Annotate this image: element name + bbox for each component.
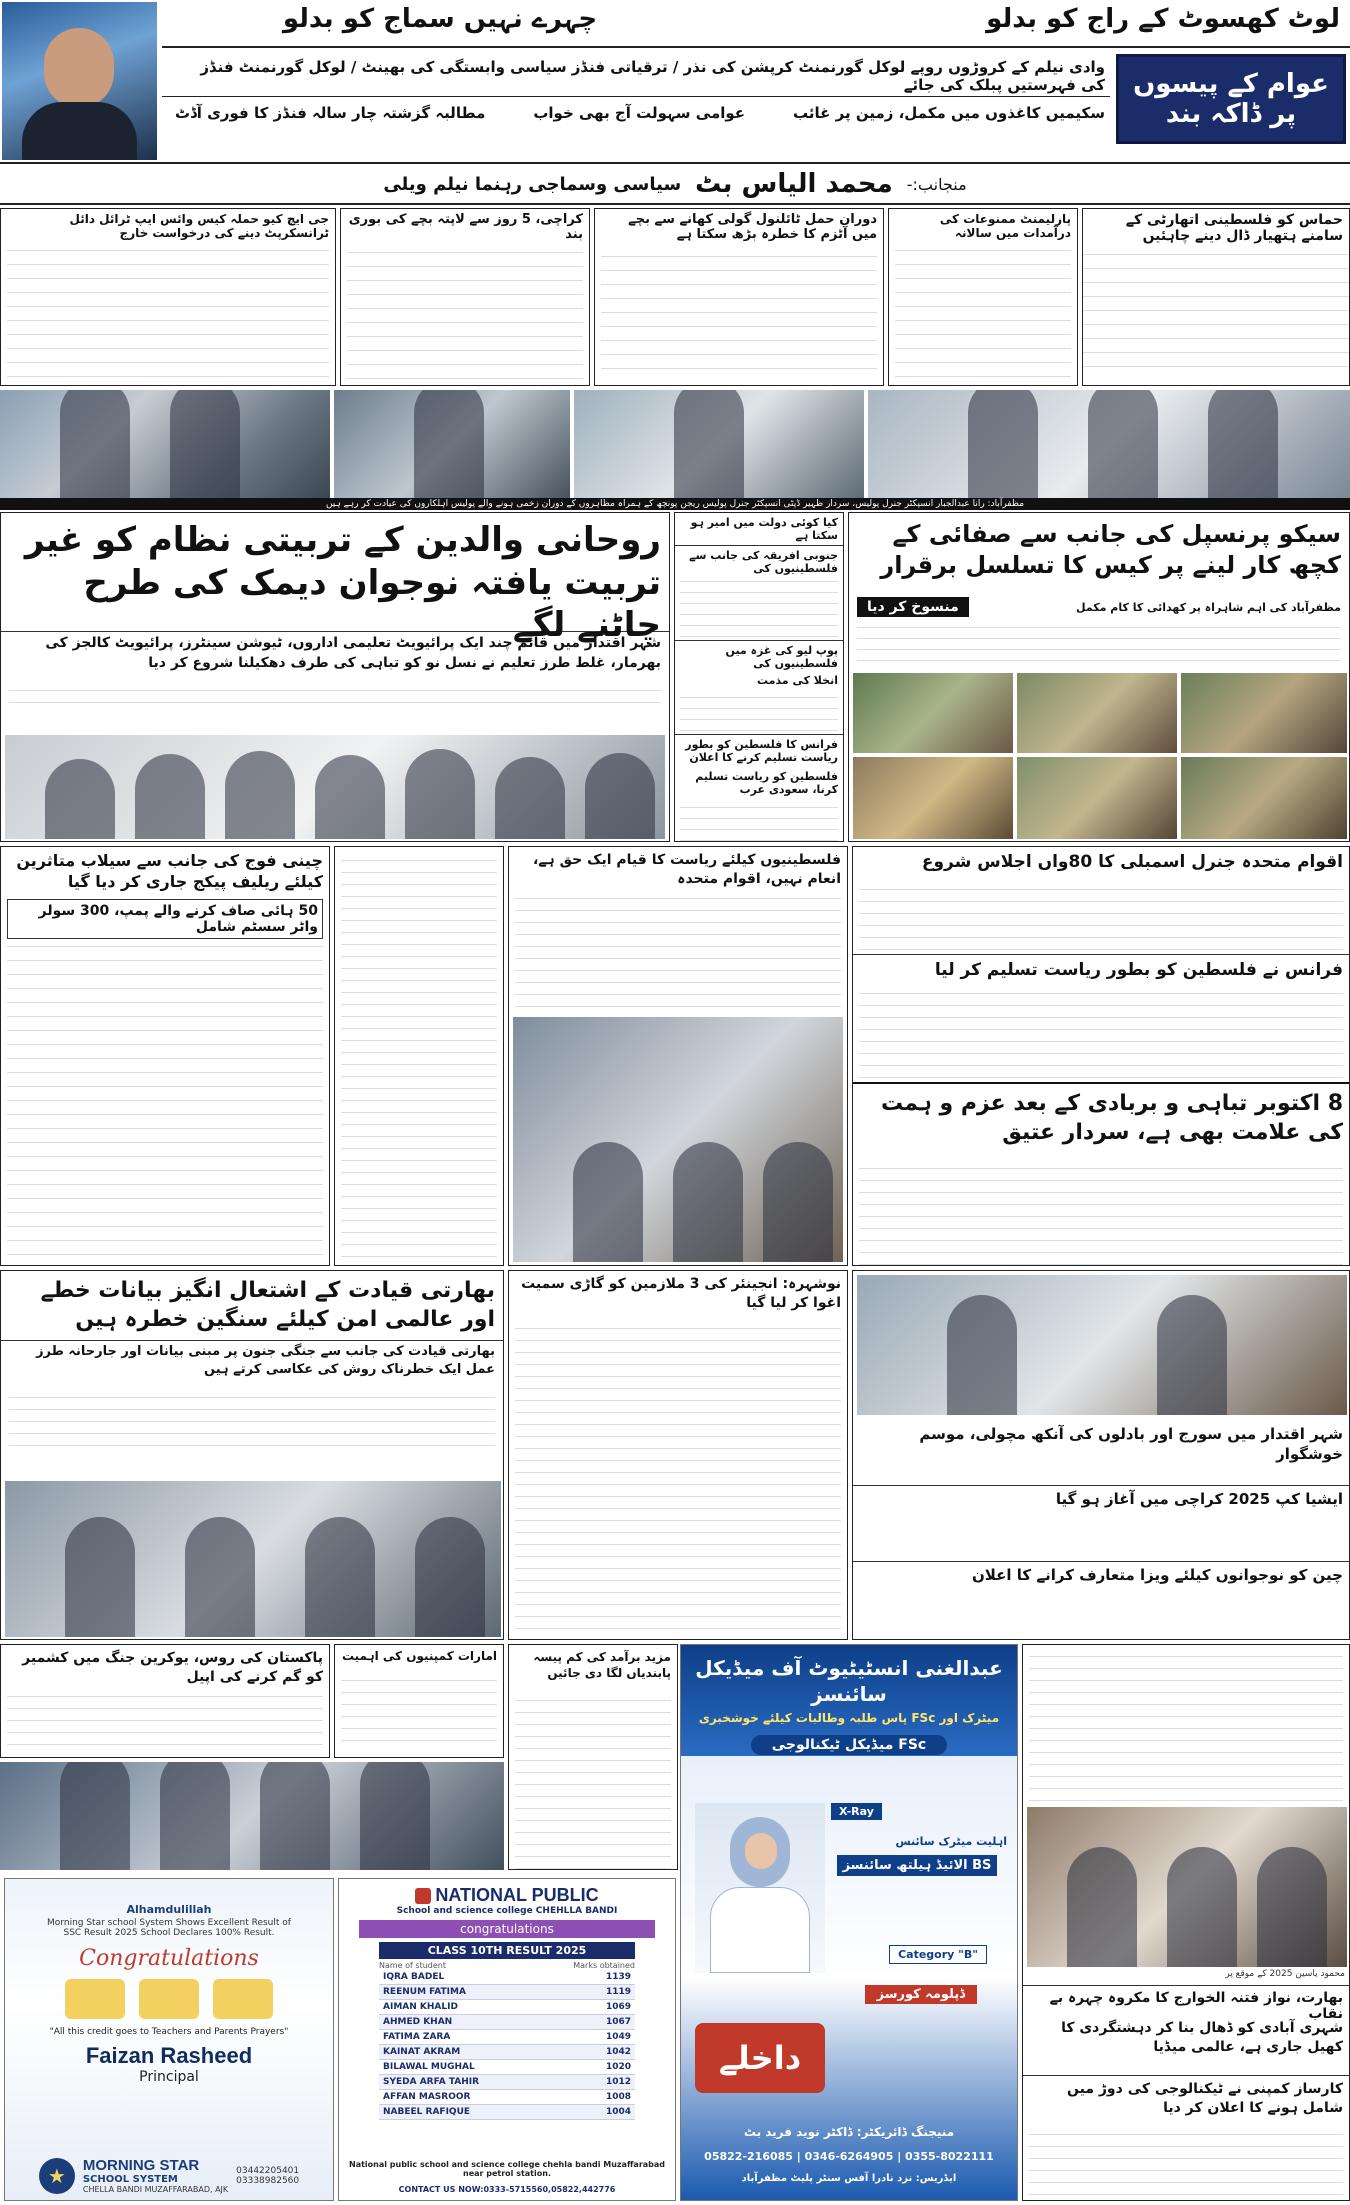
ad-morning-principal-title: Principal <box>139 2069 199 2085</box>
feature-row <box>0 512 1350 842</box>
candidate-line <box>0 168 1350 200</box>
ad-morning-phone-1: 03442205401 <box>236 2165 300 2176</box>
ad-national-table-head <box>379 1961 635 1970</box>
article-imports-headline: پارلیمنٹ ممنوعات کی درآمدات میں سالانہ <box>939 212 1071 240</box>
article-weather-headline: شہر اقتدار میں سورج اور بادلوں کی آنکھ مچولی، موسم خوشگوار <box>919 1425 1343 1463</box>
ad-morning-tagline: Alhamdulillah <box>126 1903 212 1916</box>
masthead-line-3: عوامی سہولت آج بھی خواب <box>533 104 746 122</box>
feature-road-photo-3 <box>1181 673 1347 753</box>
mid-title-4: انخلا کی مذمت <box>757 674 838 687</box>
candidate-name: محمد الیاس بٹ <box>695 169 893 199</box>
ad-national-student-marks: 1067 <box>605 2017 631 2027</box>
article-china-relief-sub: 50 ہائی صاف کرنے والے پمپ، 300 سولر واٹر سسٹم شامل <box>7 899 323 939</box>
national-public-logo <box>415 1888 431 1904</box>
article-india-sub: بھارتی قیادت کی جانب سے جنگی جنون پر مبنی بیانات اور جارحانہ طرز عمل ایک خطرناک روش کی عکاسی کرتے ہیں <box>1 1340 503 1381</box>
ad-medical-institute <box>680 1644 1018 2201</box>
ad-morning-phone-2: 03338982560 <box>236 2175 300 2186</box>
photo-kashmir-strip <box>0 1762 504 1870</box>
photo-1b <box>334 390 570 498</box>
article-right-headline-3: کارساز کمپنی نے ٹیکنالوجی کی دوڑ میں شامل ہونے کا اعلان کر دیا <box>1023 2075 1349 2122</box>
ad-national-student-name: REENUM FATIMA <box>383 1987 466 1997</box>
photo-strip-1-caption: مظفرآباد: رانا عبدالجبار انسپکٹر جنرل پولیس، سردار ظہیر ڈپٹی انسپکٹر جنرل پولیس ریجن پونچھ کے ہمراہ مظاہروں کے دوران زخمی ہونے والے پولیس اہلکاروں کی عیادت کر رہے ہیں <box>0 498 1350 510</box>
masthead-rule-2 <box>162 96 1110 97</box>
ad-national-student-marks: 1008 <box>605 2092 631 2102</box>
article-france-headline: فرانس نے فلسطین کو بطور ریاست تسلیم کر لیا <box>853 954 1349 984</box>
article-un-palestine-photo <box>513 1017 843 1262</box>
photo-1c <box>574 390 864 498</box>
article-right-bottom-photo <box>1027 1807 1347 1967</box>
article-right-bottom-photo-caption: محمود یاسین 2025 کے موقع پر <box>1225 1969 1345 1979</box>
ad-medical-category: Category "B" <box>889 1945 987 1964</box>
ad-medical-director: منیجنگ ڈائریکٹر: ڈاکٹر نوید فرید بٹ <box>743 2125 955 2139</box>
ad-national-table-row <box>379 2060 635 2075</box>
mid-title-3: پوپ لیو کی غزہ میں فلسطینیوں کی <box>675 640 843 673</box>
candidate-label: منجانب:- <box>906 174 967 194</box>
slogan-left: چہرے نہیں سماج کو بدلو <box>282 4 598 34</box>
ad-national-col-name: Name of student <box>379 1961 446 1970</box>
feature-road-headline: سیکو پرنسپل کی جانب سے صفائی کے کچھ کار لینے پر کیس کا تسلسل برقرار <box>880 520 1341 580</box>
ad-national-student-marks: 1119 <box>605 1987 631 1997</box>
masthead <box>0 0 1350 205</box>
ad-national-public <box>338 1878 676 2201</box>
ad-national-congrats: congratulations <box>359 1920 655 1938</box>
article-ghq-headline: جی ایچ کیو حملہ کیس وائس ایپ ٹرائل دائل ٹرانسکرپٹ دینے کی درخواست خارج <box>69 212 329 240</box>
ad-national-sub: School and science college CHEHLLA BANDI <box>396 1906 618 1916</box>
feature-education-headline: روحانی والدین کے تربیتی نظام کو غیر تربیت یافتہ نوجوان دیمک کی طرح چاٹنے لگے <box>24 520 661 645</box>
feature-road-photo-2 <box>1017 673 1177 753</box>
candidate-portrait <box>2 2 157 160</box>
ad-medical-title: عبدالغنی انسٹیٹیوٹ آف میڈیکل سائنسز <box>695 1656 1003 1706</box>
ad-national-contact: CONTACT US NOW:0333-5715560,05822,442776 <box>398 2185 616 2194</box>
ad-national-table-row <box>379 2075 635 2090</box>
article-asia-cup-headline: ایشیا کپ 2025 کراچی میں آغاز ہو گیا <box>853 1485 1349 1512</box>
ad-national-student-marks: 1049 <box>605 2032 631 2042</box>
article-kidnap <box>508 1270 848 1640</box>
ad-medical-address: ایڈریس: نزد نادرا آفس سنٹر پلیٹ مظفرآباد <box>741 2173 957 2184</box>
masthead-line-row <box>175 104 1105 122</box>
news-row-3 <box>0 846 1350 1266</box>
article-un-palestine <box>508 846 848 1266</box>
ad-national-table-row <box>379 1985 635 2000</box>
slogan-right: لوٹ کھسوٹ کے راج کو بدلو <box>986 4 1340 34</box>
ad-medical-diploma: ڈپلومہ کورسز <box>865 1985 977 2004</box>
ad-national-student-name: AFFAN MASROOR <box>383 2092 471 2102</box>
article-emirates <box>334 1644 504 1758</box>
ad-morning-footer <box>5 2157 333 2194</box>
feature-road <box>848 512 1350 842</box>
article-india-headline: بھارتی قیادت کے اشتعال انگیز بیانات خطے اور عالمی امن کیلئے سنگین خطرہ ہیں <box>40 1278 495 1332</box>
ad-national-table-row <box>379 1970 635 1985</box>
ad-medical-matric: اہلیت میٹرک سائنس <box>895 1835 1007 1848</box>
ad-national-table-row <box>379 2030 635 2045</box>
ad-national-student-marks: 1069 <box>605 2002 631 2012</box>
article-india <box>0 1270 504 1640</box>
article-hamas <box>1082 208 1350 386</box>
ad-morning-prayer: "All this credit goes to Teachers and Parents Prayers" <box>49 2027 289 2037</box>
article-karachi-headline: کراچی، 5 روز سے لاپتہ بچے کی بوری بند <box>348 212 583 242</box>
article-china-relief-headline: چینی فوج کی جانب سے سیلاب متاثرین کیلئے ریلیف پیکج جاری کر دیا گیا <box>16 851 323 891</box>
ad-national-result: CLASS 10TH RESULT 2025 <box>379 1942 635 1959</box>
article-china-relief <box>0 846 330 1266</box>
ad-national-table-row <box>379 2045 635 2060</box>
mid-column <box>674 512 844 842</box>
ad-national-student-name: SYEDA ARFA TAHIR <box>383 2077 480 2087</box>
ad-national-student-name: FATIMA ZARA <box>383 2032 451 2042</box>
article-iran <box>508 1644 678 1870</box>
ad-morning-congrats: Congratulations <box>79 1946 259 1971</box>
article-hamas-headline: حماس کو فلسطینی اتھارٹی کے سامنے ہتھیار ڈال دینے چاہئیں <box>1125 212 1343 244</box>
ad-national-student-name: AHMED KHAN <box>383 2017 453 2027</box>
masthead-rule-4 <box>0 203 1350 205</box>
article-autism-headline: دوران حمل ٹائلنول گولی کھانے سے بچے میں آٹزم کا خطرہ بڑھ سکتا ہے <box>628 212 877 242</box>
ad-morning-school-sub: SCHOOL SYSTEM <box>82 2174 178 2185</box>
article-iran-headline: مزید برآمد کی کم پیسہ پابندیاں لگا دی جائیں <box>533 1650 671 1681</box>
article-right-headline-1: بھارت، نواز فتنہ الخوارج کا مکروہ چہرہ بے نقاب <box>1023 1985 1349 2026</box>
feature-road-tag: منسوخ کر دیا <box>857 597 969 617</box>
ad-national-student-marks: 1139 <box>605 1972 631 1982</box>
article-imports <box>888 208 1078 386</box>
feature-road-photo-4 <box>853 757 1013 839</box>
ad-morning-star <box>4 1878 334 2201</box>
masthead-line-4: مطالبہ گزشتہ چار سالہ فنڈز کا فوری آڈٹ <box>175 104 486 122</box>
article-autism <box>594 208 884 386</box>
article-un-palestine-headline: فلسطینیوں کیلئے ریاست کا قیام ایک حق ہے، انعام نہیں، اقوام متحدہ <box>532 852 841 887</box>
ad-national-table-row <box>379 2015 635 2030</box>
masthead-divider <box>162 46 1350 48</box>
article-kidnap-headline: نوشہرہ: انجینئر کی 3 ملازمین کو گاڑی سمیت اغوا کر لیا گیا <box>521 1276 841 1311</box>
article-un-assembly-headline: اقوام متحدہ جنرل اسمبلی کا 80واں اجلاس شروع <box>921 852 1343 872</box>
ad-national-student-marks: 1004 <box>605 2107 631 2117</box>
photo-strip-1 <box>0 390 1350 510</box>
ad-morning-principal-name: Faizan Rasheed <box>85 2043 253 2068</box>
ad-national-student-marks: 1042 <box>605 2047 631 2057</box>
news-row-1 <box>0 208 1350 388</box>
article-visa-headline: چین کو نوجوانوں کیلئے ویزا متعارف کرانے کا اعلان <box>853 1561 1349 1588</box>
ad-medical-fsc: FSc میڈیکل ٹیکنالوجی <box>751 1735 947 1755</box>
banner: عوام کے پیسوں پر ڈاکہ بند <box>1116 54 1346 144</box>
ad-national-table-row <box>379 2105 635 2120</box>
article-emirates-headline: امارات کمپنیوں کی اہمیت <box>341 1649 497 1663</box>
ad-medical-phones: 05822-216085 | 0346-6264905 | 0355-8022111 <box>704 2150 994 2163</box>
candidate-title: سیاسی وسماجی رہنما نیلم ویلی <box>383 173 682 195</box>
article-punjab <box>334 846 504 1266</box>
photo-1a <box>0 390 330 498</box>
ad-medical-admission: داخلے <box>695 2023 825 2093</box>
feature-road-photo-6 <box>1181 757 1347 839</box>
ad-national-footer: National public school and science college chehla bandi Muzaffarabad near petrol station. <box>349 2160 666 2178</box>
article-earthquake-headline: 8 اکتوبر تباہی و بربادی کے بعد عزم و ہمت کی علامت بھی ہے، سردار عتیق <box>853 1082 1349 1153</box>
ad-national-table-row <box>379 2090 635 2105</box>
feature-education <box>0 512 670 842</box>
article-kashmir <box>0 1644 330 1758</box>
ad-national-student-name: BILAWAL MUGHAL <box>383 2062 475 2072</box>
masthead-rule-3 <box>0 162 1350 164</box>
ad-morning-badges <box>5 1979 333 2019</box>
mid-title-6: فلسطین کو ریاست تسلیم کرنا، سعودی عرب <box>695 770 838 796</box>
feature-road-photo-5 <box>1017 757 1177 839</box>
photo-1d <box>868 390 1350 498</box>
morning-star-logo: ★ <box>39 2158 75 2194</box>
ad-medical-subtitle: میٹرک اور FSc پاس طلبہ وطالبات کیلئے خوشخبری <box>698 1711 1000 1725</box>
feature-road-photo-1 <box>853 673 1013 753</box>
article-weather <box>852 1270 1350 1640</box>
ad-national-col-marks: Marks obtained <box>573 1961 635 1970</box>
mid-title-1: کیا کوئی دولت میں امیر ہو سکتا ہے <box>675 513 843 546</box>
article-india-photo <box>5 1481 501 1637</box>
ad-morning-school: MORNING STAR <box>82 2157 200 2174</box>
masthead-line-1: وادی نیلم کے کروڑوں روپے لوکل گورنمنٹ کرپشن کی نذر / ترقیاتی فنڈز سیاسی وابستگی کی بھینٹ / لوکل گورنمنٹ فنڈز کی فہرستیں پبلک کی جائے <box>200 58 1105 94</box>
article-kashmir-headline: پاکستان کی روس، یوکرین جنگ میں کشمیر کو گم کرنے کی اپیل <box>22 1650 323 1685</box>
ad-national-student-name: AIMAN KHALID <box>383 2002 458 2012</box>
ad-national-table <box>379 1970 635 2120</box>
ad-national-student-name: IQRA BADEL <box>383 1972 445 1982</box>
news-row-4 <box>0 1270 1350 1640</box>
article-karachi <box>340 208 590 386</box>
feature-education-sub: شہر اقتدار میں قائم چند ایک پرائیویٹ تعلیمی اداروں، ٹیوشن سینٹرز، پرائیویٹ کالجز کی بھرمار، غلط طرز تعلیم نے نسل نو کو تباہی کی طرف دھکیلنا شروع کر دیا <box>1 631 669 675</box>
article-ghq <box>0 208 336 386</box>
ad-national-student-marks: 1012 <box>605 2077 631 2087</box>
mid-title-2: جنوبی افریقہ کی جانب سے فلسطینیوں کی <box>689 549 838 575</box>
article-right-bottom <box>1022 1644 1350 2201</box>
masthead-line-2: سکیمیں کاغذوں میں مکمل، زمین پر غائب <box>793 104 1105 122</box>
ad-national-table-row <box>379 2000 635 2015</box>
feature-road-sub: مظفرآباد کی اہم شاہراہ پر کھدائی کا کام مکمل <box>1076 600 1341 614</box>
article-un-assembly <box>852 846 1350 1266</box>
ad-national-student-marks: 1020 <box>605 2062 631 2072</box>
feature-education-photo <box>5 735 665 839</box>
ad-national-name: NATIONAL PUBLIC <box>435 1885 599 1905</box>
ad-national-student-name: NABEEL RAFIQUE <box>383 2107 471 2117</box>
ad-morning-line: Morning Star school System Shows Excellent Result of SSC Result 2025 School Declares 100% Result. <box>47 1918 291 1938</box>
ad-medical-model-photo <box>695 1803 825 1973</box>
ad-morning-address: CHELLA BANDI MUZAFFARABAD, AJK <box>82 2185 229 2194</box>
ad-medical-xray: X-Ray <box>831 1803 882 1820</box>
ad-medical-bs: BS الائیڈ ہیلتھ سائنسز <box>837 1855 997 1876</box>
article-right-headline-2: شہری آبادی کو ڈھال بنا کر دہشتگردی کا کھیل جاری ہے، عالمی میڈیا <box>1061 2020 1343 2055</box>
article-weather-photo <box>857 1275 1347 1415</box>
mid-title-5: فرانس کا فلسطین کو بطور ریاست تسلیم کرنے کا اعلان <box>675 734 843 767</box>
ad-national-student-name: KAINAT AKRAM <box>383 2047 461 2057</box>
